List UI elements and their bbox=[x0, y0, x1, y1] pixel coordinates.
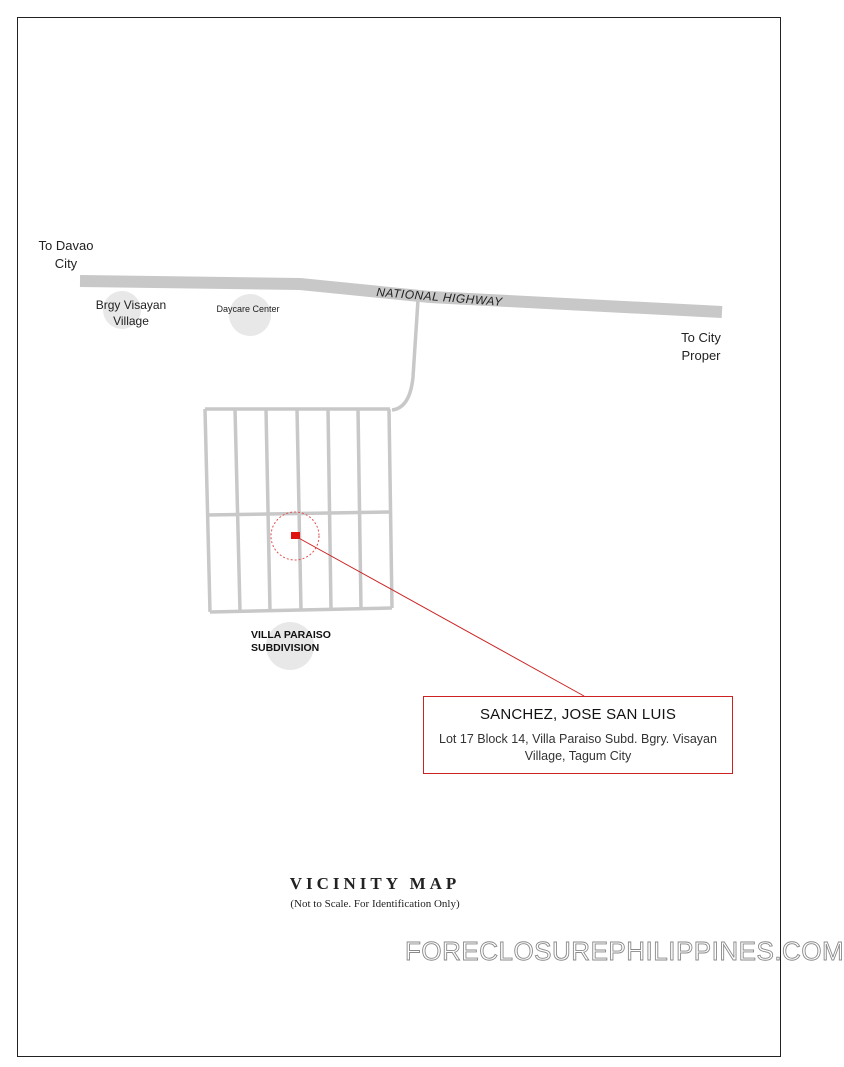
daycare-landmark bbox=[229, 294, 271, 336]
to-city-proper-label: To City Proper bbox=[681, 330, 721, 363]
property-address: Lot 17 Block 14, Villa Paraiso Subd. Bgry. Visayan Village, Tagum City bbox=[439, 732, 717, 763]
watermark: FORECLOSUREPHILIPPINES.COM bbox=[405, 936, 844, 966]
leader-line bbox=[295, 536, 584, 696]
daycare-center-label: Daycare Center bbox=[216, 304, 280, 314]
map-subtitle: (Not to Scale. For Identification Only) bbox=[290, 898, 460, 910]
villa-paraiso-label: VILLA PARAISO SUBDIVISION bbox=[251, 629, 331, 654]
access-road bbox=[392, 300, 418, 410]
map-title: VICINITY MAP bbox=[289, 874, 461, 893]
owner-name: SANCHEZ, JOSE SAN LUIS bbox=[479, 706, 677, 723]
to-davao-label: To Davao City bbox=[38, 238, 94, 271]
brgy-visayan-label: Brgy Visayan Village bbox=[95, 298, 167, 328]
national-highway-label: NATIONAL HIGHWAY bbox=[375, 285, 504, 309]
subdivision-grid bbox=[205, 409, 392, 612]
property-info-box bbox=[423, 696, 733, 774]
